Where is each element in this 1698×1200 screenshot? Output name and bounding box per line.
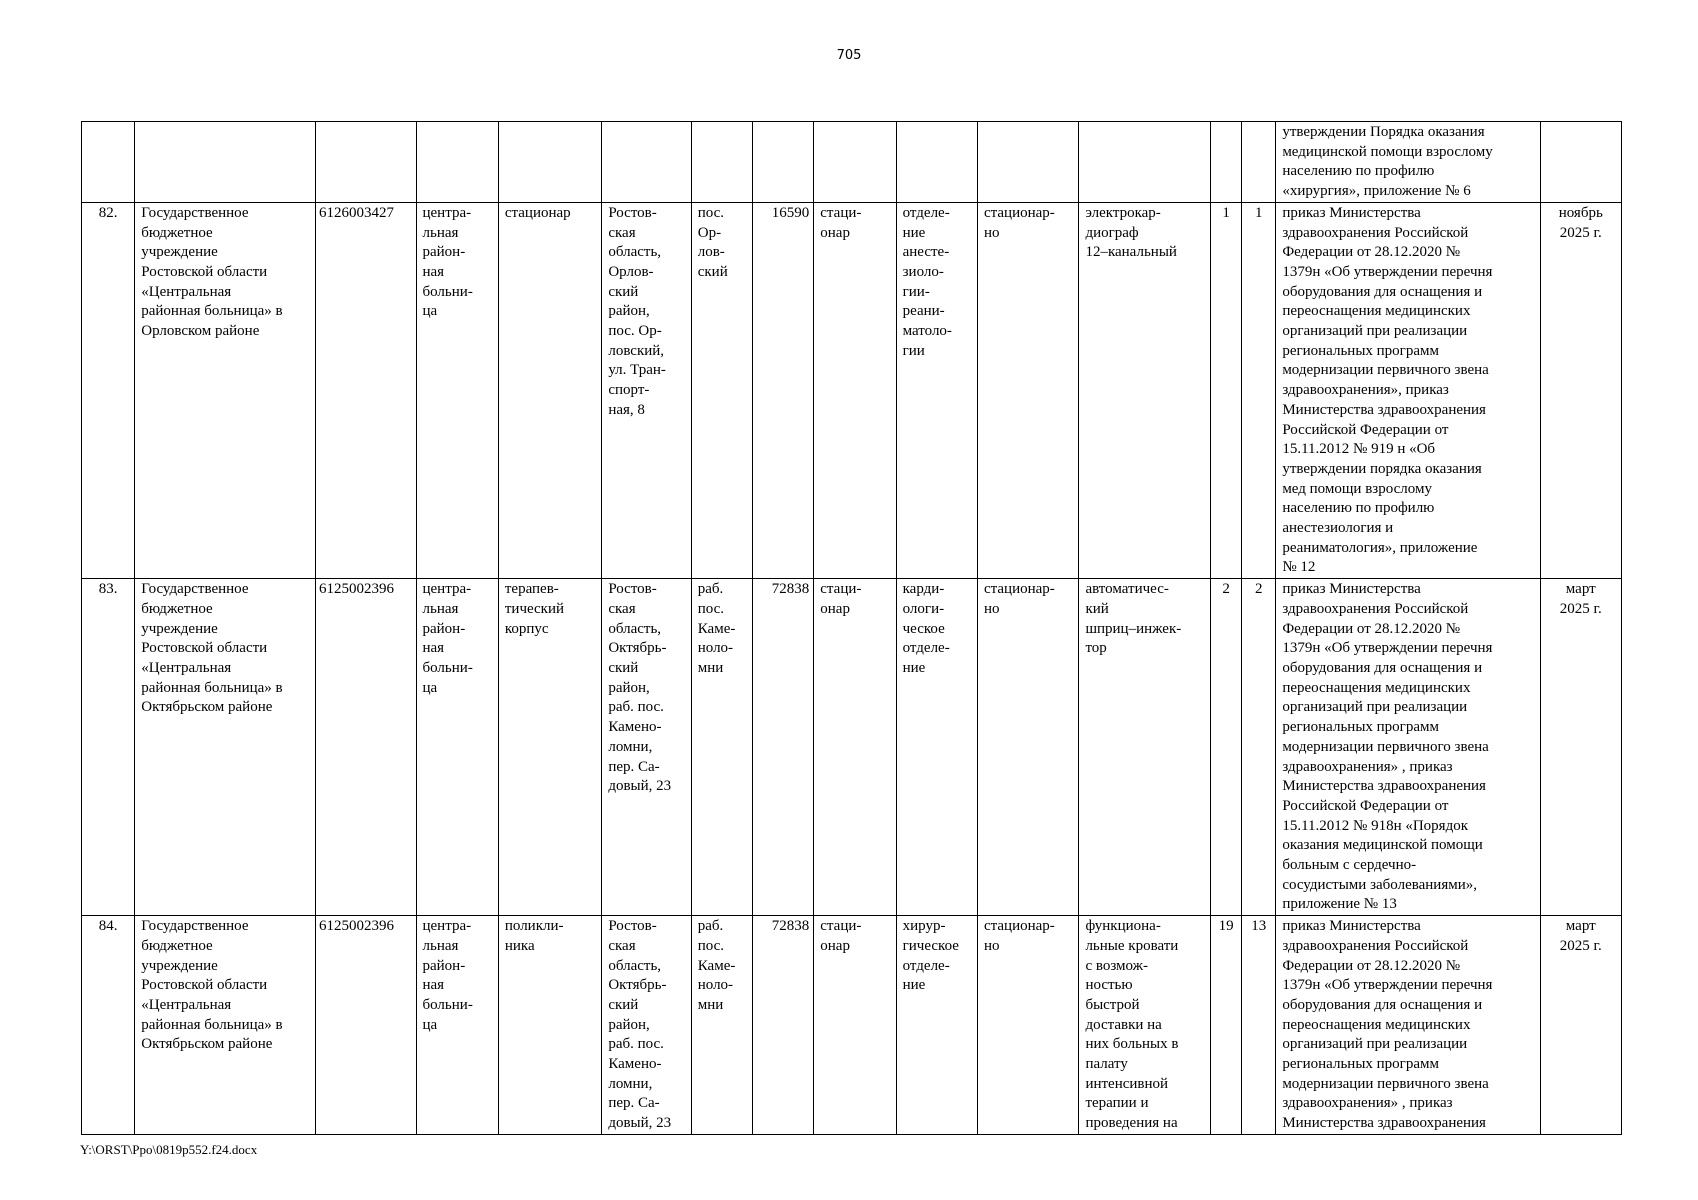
cell-inn: 6125002396 xyxy=(316,916,416,1135)
table-row-82 xyxy=(82,202,1622,578)
cell-population: 72838 xyxy=(753,579,814,916)
cell-population: 16590 xyxy=(753,202,814,578)
cell-condition: стационар- но xyxy=(977,916,1078,1135)
cell-address: Ростов- ская область, Октябрь- ский район, раб. пос. Камено- ломни, пер. Са- довый, 23 xyxy=(602,916,691,1135)
footer-file-path: Y:\ORST\Ppo\0819p552.f24.docx xyxy=(80,1142,258,1157)
cell-building: поликли- ника xyxy=(498,916,601,1135)
cell-organization: Государственное бюджетное учреждение Ростовской области «Центральная районная больница» в Орловском районе xyxy=(135,202,316,578)
cell-care-type: стаци- онар xyxy=(814,579,896,916)
cell-equipment: электрокар- диограф 12–канальный xyxy=(1079,202,1211,578)
cell-quantity-a: 2 xyxy=(1211,579,1242,916)
cell-quantity-b: 1 xyxy=(1242,202,1276,578)
cell-legal-basis: приказ Министерства здравоохранения Российской Федерации от 28.12.2020 № 1379н «Об утверждении перечня оборудования для оснащения и переоснащения медицинских организаций при реализации региональных программ модернизации первичного звена здравоохранения» , приказ Министерства здравоохранения Российской Федерации от 15.11.2012 № 918н «Порядок оказания медицинской помощи больным с сердечно- сосудистыми заболеваниями», приложение № 13 xyxy=(1276,579,1540,916)
cell-settlement: раб. пос. Каме- ноло- мни xyxy=(691,579,752,916)
cell-org-type: центра- льная район- ная больни- ца xyxy=(416,916,498,1135)
table-row-continuation xyxy=(82,122,1622,203)
cell-organization: Государственное бюджетное учреждение Ростовской области «Центральная районная больница» в Октябрьском районе xyxy=(135,916,316,1135)
cell-org-type: центра- льная район- ная больни- ца xyxy=(416,579,498,916)
page-number: 705 xyxy=(836,48,862,63)
cell-equipment: функциона- льные кровати с возмож- ностью быстрой доставки на них больных в палату интенсивной терапии и проведения на xyxy=(1079,916,1211,1135)
cell-building: терапев- тический корпус xyxy=(498,579,601,916)
cell-population: 72838 xyxy=(753,916,814,1135)
table-row-84 xyxy=(82,916,1622,1135)
cell-deadline: март 2025 г. xyxy=(1540,579,1622,916)
cell-building: стационар xyxy=(498,202,601,578)
cell-deadline: март 2025 г. xyxy=(1540,916,1622,1135)
cell-inn: 6125002396 xyxy=(316,579,416,916)
cell-department: карди- ологи- ческое отделе- ние xyxy=(896,579,977,916)
cell-quantity-a: 1 xyxy=(1211,202,1242,578)
equipment-table xyxy=(81,121,1622,1135)
cell-row-number: 82. xyxy=(82,202,135,578)
cell-care-type: стаци- онар xyxy=(814,202,896,578)
cell-quantity-a: 19 xyxy=(1211,916,1242,1135)
cell-quantity-b: 13 xyxy=(1242,916,1276,1135)
cell-row-number: 83. xyxy=(82,579,135,916)
cell-legal-basis: приказ Министерства здравоохранения Российской Федерации от 28.12.2020 № 1379н «Об утверждении перечня оборудования для оснащения и переоснащения медицинских организаций при реализации региональных программ модернизации первичного звена здравоохранения» , приказ Министерства здравоохранения xyxy=(1276,916,1540,1135)
cell-equipment: автоматичес- кий шприц–инжек- тор xyxy=(1079,579,1211,916)
table-row-83 xyxy=(82,579,1622,916)
cell-deadline: ноябрь 2025 г. xyxy=(1540,202,1622,578)
cell-care-type: стаци- онар xyxy=(814,916,896,1135)
cell-department: хирур- гическое отделе- ние xyxy=(896,916,977,1135)
cell-legal-basis: приказ Министерства здравоохранения Российской Федерации от 28.12.2020 № 1379н «Об утверждении перечня оборудования для оснащения и переоснащения медицинских организаций при реализации региональных программ модернизации первичного звена здравоохранения», приказ Министерства здравоохранения Российской Федерации от 15.11.2012 № 919 н «Об утверждении порядка оказания мед помощи взрослому населению по профилю анестезиология и реаниматология», приложение № 12 xyxy=(1276,202,1540,578)
cell-condition: стационар- но xyxy=(977,579,1078,916)
cell-legal-basis: утверждении Порядка оказания медицинской помощи взрослому населению по профилю «хирургия», приложение № 6 xyxy=(1276,122,1540,203)
cell-address: Ростов- ская область, Орлов- ский район, пос. Ор- ловский, ул. Тран- спорт- ная, 8 xyxy=(602,202,691,578)
cell-settlement: раб. пос. Каме- ноло- мни xyxy=(691,916,752,1135)
cell-settlement: пос. Ор- лов- ский xyxy=(691,202,752,578)
cell-org-type: центра- льная район- ная больни- ца xyxy=(416,202,498,578)
cell-row-number: 84. xyxy=(82,916,135,1135)
cell-organization: Государственное бюджетное учреждение Ростовской области «Центральная районная больница» в Октябрьском районе xyxy=(135,579,316,916)
cell-address: Ростов- ская область, Октябрь- ский район, раб. пос. Камено- ломни, пер. Са- довый, 23 xyxy=(602,579,691,916)
cell-quantity-b: 2 xyxy=(1242,579,1276,916)
cell-condition: стационар- но xyxy=(977,202,1078,578)
cell-inn: 6126003427 xyxy=(316,202,416,578)
cell-department: отделе- ние анесте- зиоло- гии- реани- матоло- гии xyxy=(896,202,977,578)
